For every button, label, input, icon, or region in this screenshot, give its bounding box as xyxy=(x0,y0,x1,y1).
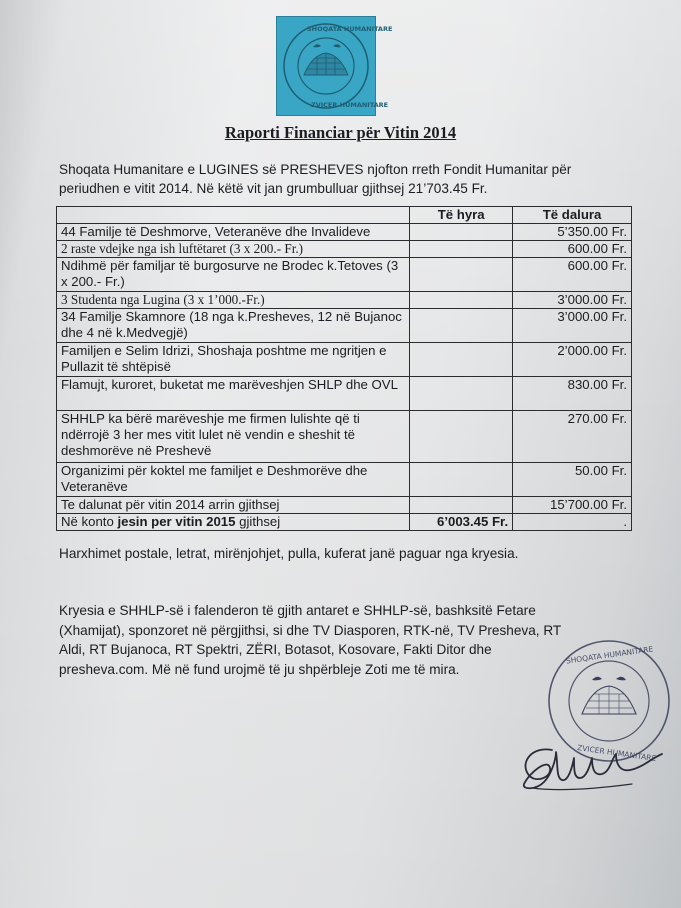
row-description: SHHLP ka bërë marëveshje me firmen lulishte që ti ndërrojë 3 her mes vitit lulet në vendin e sheshit të deshmorëve në Preshevë xyxy=(57,411,410,463)
svg-text:SHOQATA HUMANITARE: SHOQATA HUMANITARE xyxy=(565,644,654,666)
row-description: 3 Studenta nga Lugina (3 x 1’000.-Fr.) xyxy=(57,292,410,309)
table-row xyxy=(57,258,632,292)
row-description: 44 Familje të Deshmorve, Veteranëve dhe Invalideve xyxy=(57,224,410,241)
logo-emblem-icon xyxy=(277,17,393,115)
svg-text:ZVICER HUMANITARE: ZVICER HUMANITARE xyxy=(311,101,389,109)
row-expense: 3’000.00 Fr. xyxy=(513,309,632,343)
intro-paragraph xyxy=(59,160,619,198)
row-expense: 50.00 Fr. xyxy=(513,463,632,497)
table-row xyxy=(57,463,632,497)
table-row xyxy=(57,309,632,343)
organization-logo xyxy=(276,16,393,116)
total-label: Në konto xyxy=(61,514,118,529)
table-row xyxy=(57,241,632,258)
row-expense: 600.00 Fr. xyxy=(513,258,632,292)
thanks-line: (Xhamijat), sponzoret në përgjithsi, si dhe TV Diasporen, RTK-në, TV Presheva, RT xyxy=(59,622,562,638)
row-income xyxy=(410,224,513,241)
row-income xyxy=(410,241,513,258)
financial-table xyxy=(56,206,632,531)
row-expense: 3’000.00 Fr. xyxy=(513,292,632,309)
row-description: Te dalunat për vitin 2014 arrin gjithsej xyxy=(57,497,410,514)
row-income xyxy=(410,343,513,377)
table-header-row xyxy=(57,207,632,224)
intro-line: periudhen e vitit 2014. Në këtë vit jan grumbulluar gjithsej 21’703.45 Fr. xyxy=(59,181,488,196)
row-income xyxy=(410,292,513,309)
total-expense: . xyxy=(513,514,632,531)
total-label-tail: gjithsej xyxy=(235,514,281,529)
expenses-note: Harxhimet postale, letrat, mirënjohjet, pulla, kuferat janë paguar nga kryesia. xyxy=(59,546,519,561)
row-income xyxy=(410,377,513,411)
row-description: Flamujt, kuroret, buketat me marëveshjen SHLP dhe OVL xyxy=(57,377,410,411)
total-income: 6’003.45 Fr. xyxy=(410,514,513,531)
svg-text:ZVICER HUMANITARE: ZVICER HUMANITARE xyxy=(576,743,657,764)
header-income: Të hyra xyxy=(410,207,513,224)
table-row xyxy=(57,224,632,241)
row-description: Familjen e Selim Idrizi, Shoshaja poshtme me ngritjen e Pullazit të shtëpisë xyxy=(57,343,410,377)
header-description xyxy=(57,207,410,224)
total-label-bold: jesin per vitin 2015 xyxy=(117,514,236,529)
report-title: Raporti Financiar për Vitin 2014 xyxy=(224,123,457,142)
table-row xyxy=(57,343,632,377)
row-expense: 270.00 Fr. xyxy=(513,411,632,463)
row-expense: 830.00 Fr. xyxy=(513,377,632,411)
row-description: Organizimi për koktel me familjet e Deshmorëve dhe Veteranëve xyxy=(57,463,410,497)
intro-line: Shoqata Humanitare e LUGINES së PRESHEVES njofton rreth Fondit Humanitar për xyxy=(59,162,572,177)
svg-text:SHOQATA HUMANITARE: SHOQATA HUMANITARE xyxy=(307,25,393,33)
table-row xyxy=(57,497,632,514)
thanks-paragraph xyxy=(59,601,619,679)
row-income xyxy=(410,309,513,343)
row-income xyxy=(410,258,513,292)
thanks-line: Kryesia e SHHLP-së i falenderon të gjith antaret e SHHLP-së, bashksitë Fetare xyxy=(59,603,536,618)
table-row xyxy=(57,411,632,463)
row-expense: 2’000.00 Fr. xyxy=(513,343,632,377)
row-description: 2 raste vdejke nga ish luftëtaret (3 x 200.- Fr.) xyxy=(57,241,410,258)
row-expense: 5’350.00 Fr. xyxy=(513,224,632,241)
total-description xyxy=(57,514,410,531)
row-income xyxy=(410,463,513,497)
row-income xyxy=(410,497,513,514)
table-row xyxy=(57,377,632,411)
row-description: Ndihmë për familjar të burgosurve ne Brodec k.Tetoves (3 x 200.- Fr.) xyxy=(57,258,410,292)
thanks-line: presheva.com. Më në fund urojmë të ju shpërbleje Zoti me të mira. xyxy=(59,661,460,677)
handwritten-signature xyxy=(512,728,672,798)
row-expense: 600.00 Fr. xyxy=(513,241,632,258)
row-income xyxy=(410,411,513,463)
table-row xyxy=(57,292,632,309)
row-expense: 15’700.00 Fr. xyxy=(513,497,632,514)
thanks-line: Aldi, RT Bujanoca, RT Spektri, ZËRI, Botasot, Kosovare, Fakti Ditor dhe xyxy=(59,642,492,657)
row-description: 34 Familje Skamnore (18 nga k.Presheves, 12 në Bujanoc dhe 4 në k.Medvegjë) xyxy=(57,309,410,343)
table-total-row xyxy=(57,514,632,531)
header-expenses: Të dalura xyxy=(513,207,632,224)
